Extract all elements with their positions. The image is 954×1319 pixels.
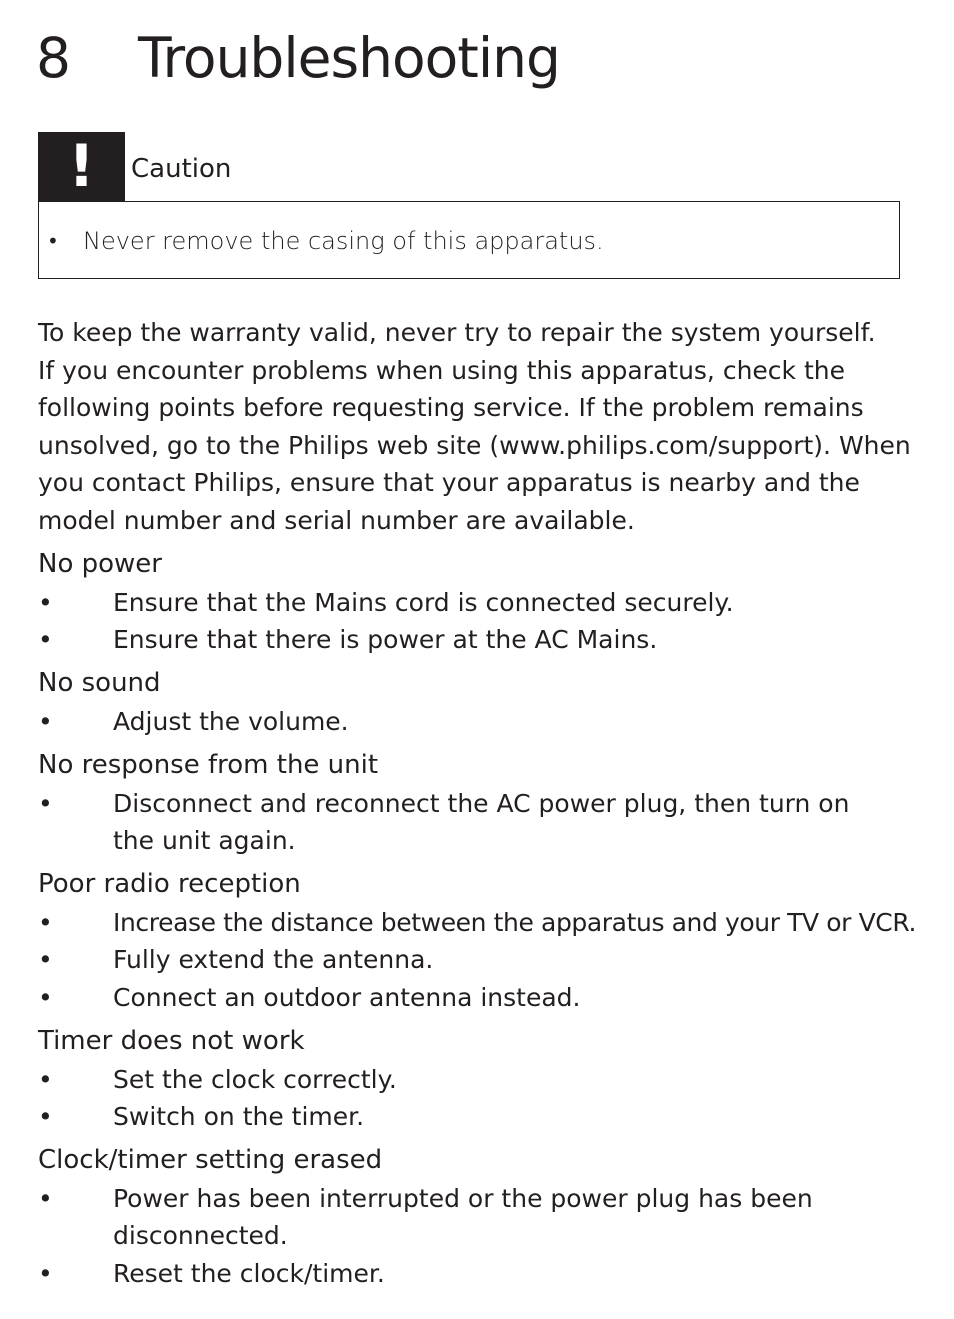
bullet-list — [38, 703, 918, 741]
list-item-text: Ensure that there is power at the AC Mains. — [113, 625, 658, 655]
section-heading: No response from the unit — [38, 750, 379, 780]
chapter-title: Troubleshooting — [138, 26, 560, 90]
chapter-number: 8 — [36, 26, 70, 90]
list-item — [38, 904, 918, 942]
bullet: • — [38, 982, 53, 1012]
list-item-text: Disconnect and reconnect the AC power plug, then turn on the unit again. — [113, 788, 850, 856]
intro-line: unsolved, go to the Philips web site (www.philips.com/support). When — [38, 430, 911, 460]
intro-line: you contact Philips, ensure that your apparatus is nearby and the — [38, 468, 860, 498]
list-item — [38, 979, 918, 1017]
section-no-sound — [38, 665, 918, 740]
list-item-text: Power has been interrupted or the power plug has been disconnected. — [113, 1183, 813, 1251]
section-heading: Poor radio reception — [38, 869, 301, 899]
exclamation-icon: ! — [68, 132, 95, 200]
list-item-text: Fully extend the antenna. — [113, 945, 434, 975]
list-item — [38, 941, 918, 979]
intro-paragraph — [38, 314, 918, 540]
list-item — [38, 584, 918, 622]
list-item-text: Adjust the volume. — [113, 706, 349, 736]
bullet: • — [38, 907, 53, 937]
intro-line: To keep the warranty valid, never try to repair the system yourself. — [38, 318, 876, 347]
list-item-text: Reset the clock/timer. — [113, 1258, 385, 1288]
bullet: • — [38, 788, 53, 818]
section-timer — [38, 1023, 918, 1136]
intro-line: If you encounter problems when using this apparatus, check the — [38, 355, 845, 385]
caution-bullet: • — [47, 229, 59, 253]
bullet-list — [38, 785, 918, 860]
section-heading: No power — [38, 549, 162, 579]
bullet: • — [38, 587, 53, 617]
bullet-list — [38, 904, 918, 1017]
list-item-text: Increase the distance between the apparatus and your TV or VCR. — [113, 907, 916, 937]
caution-text: Never remove the casing of this apparatus. — [83, 227, 604, 255]
section-clock-erased — [38, 1142, 918, 1292]
list-item — [38, 621, 918, 659]
bullet: • — [38, 1258, 53, 1288]
bullet: • — [38, 625, 53, 655]
bullet-list — [38, 1061, 918, 1136]
caution-box — [38, 201, 900, 279]
list-item — [38, 785, 918, 860]
section-no-power — [38, 546, 918, 659]
section-heading: No sound — [38, 668, 161, 698]
list-item — [38, 1255, 918, 1293]
section-no-response — [38, 747, 918, 860]
bullet: • — [38, 1064, 53, 1094]
section-heading: Clock/timer setting erased — [38, 1145, 383, 1175]
bullet-list — [38, 1180, 918, 1293]
list-item-text: Connect an outdoor antenna instead. — [113, 982, 581, 1012]
list-item — [38, 1098, 918, 1136]
bullet: • — [38, 1183, 53, 1213]
list-item — [38, 1061, 918, 1099]
intro-line: following points before requesting service. If the problem remains — [38, 393, 864, 423]
bullet-list — [38, 584, 918, 659]
list-item-text: Set the clock correctly. — [113, 1064, 397, 1094]
list-item — [38, 703, 918, 741]
bullet: • — [38, 1102, 53, 1132]
intro-line: model number and serial number are available. — [38, 505, 635, 535]
list-item-text: Switch on the timer. — [113, 1102, 365, 1132]
page-title — [36, 22, 560, 94]
list-item-text: Ensure that the Mains cord is connected securely. — [113, 587, 734, 617]
caution-label: Caution — [131, 154, 232, 184]
caution-icon-block — [38, 132, 125, 201]
list-item — [38, 1180, 918, 1255]
bullet: • — [38, 706, 53, 736]
section-poor-radio — [38, 866, 918, 1016]
section-heading: Timer does not work — [38, 1026, 305, 1056]
bullet: • — [38, 945, 53, 975]
